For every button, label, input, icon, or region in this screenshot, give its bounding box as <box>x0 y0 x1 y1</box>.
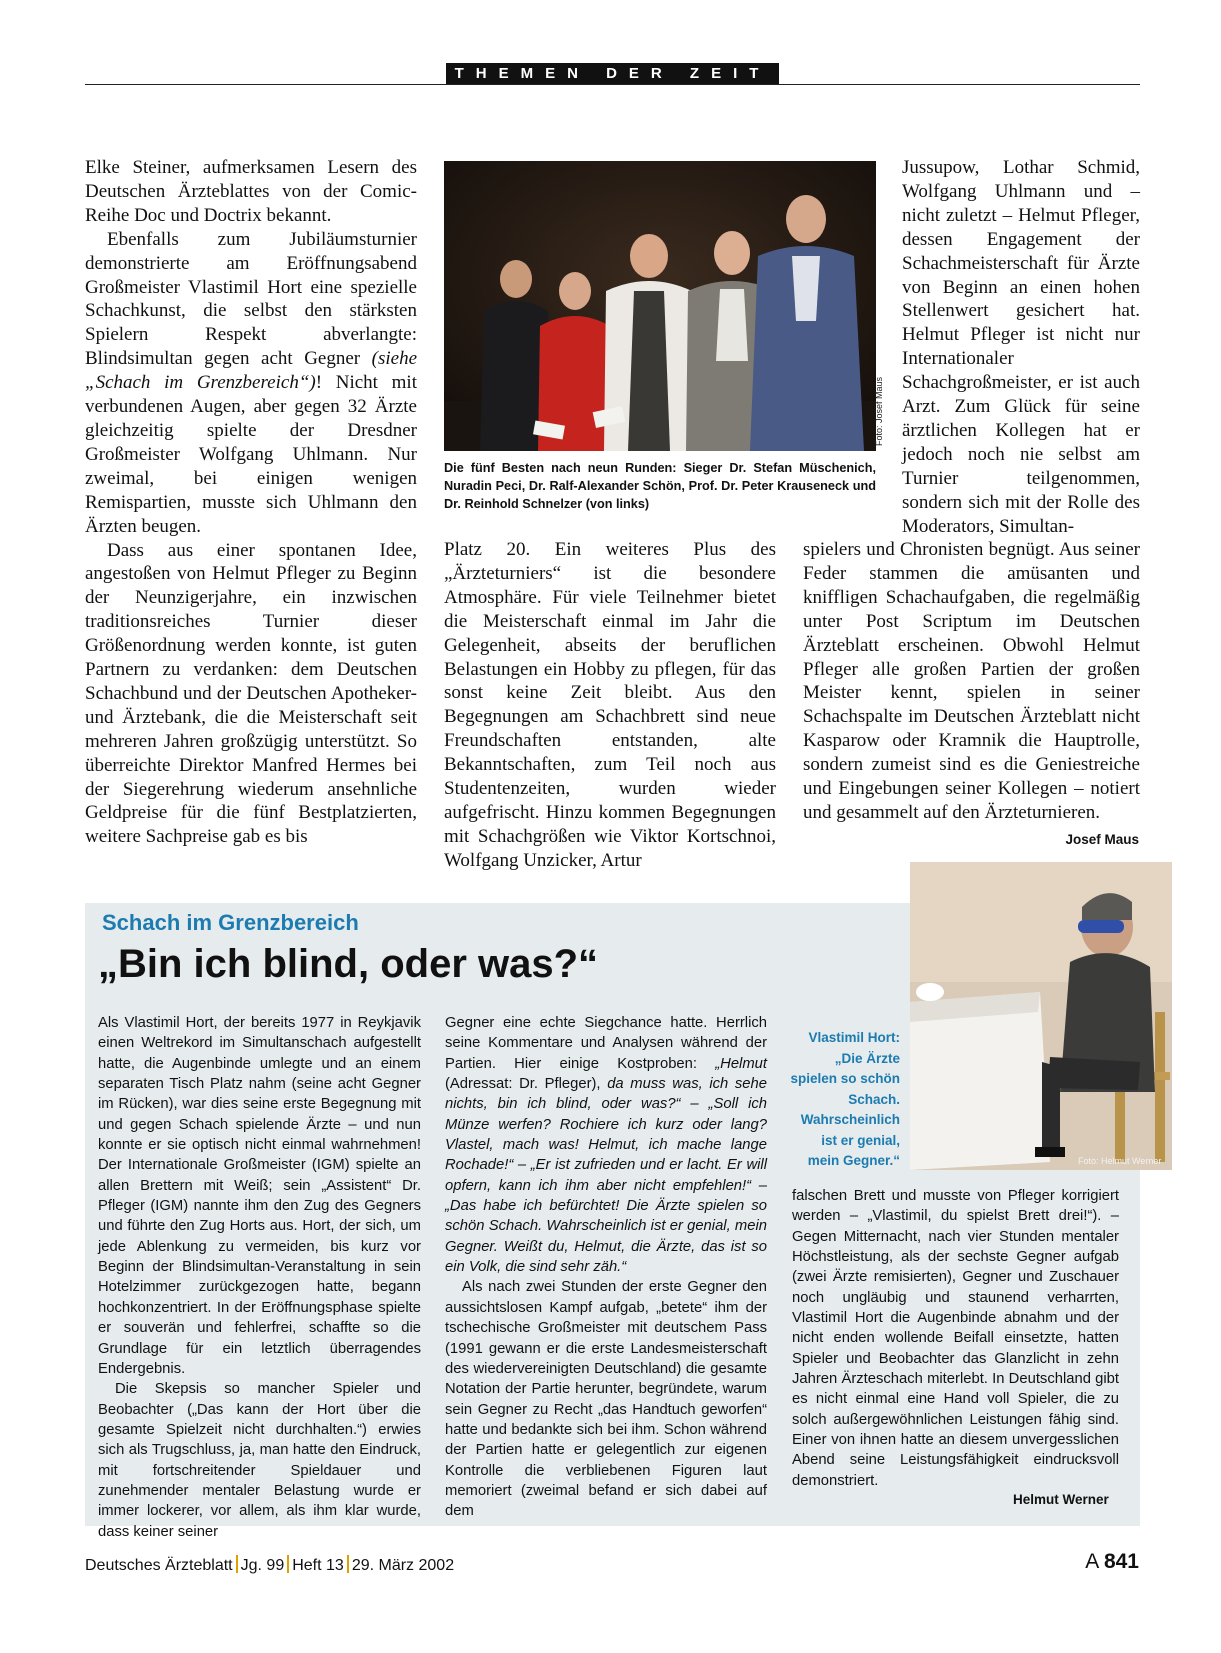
box-paragraph: Die Skepsis so mancher Spieler und Beobachter („Das kann der Hort über die gesamte Spielzeit nicht durchhalten.“) erwies sich als Trugschluss, ja, man hatte den Eindruck, mit fortschreitender Spieldauer und zunehmender mentaler Belastung wurde er immer lockerer, vor allem, als ihm klar wurde, dass keiner seiner <box>98 1381 421 1540</box>
box-column-2 <box>445 1013 767 1522</box>
box-kicker: Schach im Grenzbereich <box>102 910 359 935</box>
footer-date: 29. März 2002 <box>351 1557 455 1574</box>
section-label: THEMEN DER ZEIT <box>446 63 779 84</box>
box-paragraph: falschen Brett und musste von Pfleger korrigiert werden – „Vlastimil, du spielst Brett drei!“). – Gegen Mitternacht, nach vier Stunden mentaler Höchstleistung, als der sechste Gegner aufgab (zwei Ärzte remisierten), Gegner und Zuschauer noch ungläubig und staunend verharrten, Vlastimil Hort die Augenbinde abnahm und der nicht enden wollende Beifall einsetzte, hatten Spieler und Beobachter das Glanzlicht in zehn Jahren Ärzteschach miterlebt. In Deutschland gibt es nicht einmal eine Hand voll Spieler, die zu solch außergewöhnlichen Leistungen fähig sind. Einer von ihnen hatte an diesem unvergesslichen Abend seine Leistungsfähigkeit eindrucksvoll demonstriert. <box>792 1188 1119 1489</box>
footer <box>85 1555 454 1575</box>
article-author: Josef Maus <box>1065 832 1139 847</box>
page-number <box>1085 1550 1139 1574</box>
box-paragraph: Als nach zwei Stunden der erste Gegner den aussichtslosen Kampf aufgab, „betete“ ihm der tschechische Großmeister mit deutschem Pass (1991 gewann er die erste Landesmeisterschaft des wiedervereinigten Deutschland) die gesamte Notation der Partie herunter, begründete, warum sein Gegner zu Recht „das Handtuch geworfen“ hatte und bedankte sich bei ihm. Schon während der Partien hatte er gelegentlich zur eigenen Kontrolle die verbliebenen Figuren laut memoriert (zweimal befand er sich dabei auf dem <box>445 1279 767 1520</box>
article-column-1 <box>85 156 417 849</box>
footer-separator <box>347 1555 349 1573</box>
photo-credit-hort: Foto: Helmut Werner <box>1078 1156 1162 1166</box>
article-paragraph: spielers und Chronisten begnügt. Aus seiner Feder stammen die amüsanten und kniffligen Schachaufgaben, die regelmäßig unter Post Scriptum im Deutschen Ärzteblatt erscheinen. Obwohl Helmut Pfleger alle großen Partien der großen Meister kennt, spielen in seiner Schachspalte im Deutschen Ärzteblatt nicht Kasparow oder Kramnik die Hauptrolle, sondern zumeist sind es die Geniestreiche und Eingebungen seiner Kollegen – notiert und gesammelt auf den Ärzteturnieren. <box>803 539 1140 823</box>
photo-winners <box>444 161 876 451</box>
photo-caption-winners: Die fünf Besten nach neun Runden: Sieger Dr. Stefan Müschenich, Nuradin Peci, Dr. Ralf-Alexander Schön, Prof. Dr. Peter Krauseneck und Dr. Reinhold Schnelzer (von links) <box>444 461 876 512</box>
photo-winners-image <box>444 161 876 451</box>
box-author: Helmut Werner <box>1013 1492 1109 1507</box>
footer-journal: Deutsches Ärzteblatt <box>85 1557 233 1574</box>
footer-separator <box>236 1555 238 1573</box>
header-rule <box>85 84 1140 85</box>
article-paragraph: Jussupow, Lothar Schmid, Wolfgang Uhlmann und – nicht zuletzt – Helmut Pfleger, dessen Engagement der Schachmeisterschaft für Ärzte von Beginn an einen hohen Stellenwert gesichert hat. Helmut Pfleger ist nicht nur Internationaler Schachgroßmeister, er ist auch Arzt. Zum Glück für seine ärztlichen Kollegen hat er jedoch noch nie selbst am Turnier teilgenommen, sondern sich mit der Rolle des Moderators, Simultan- <box>902 157 1140 537</box>
footer-separator <box>287 1555 289 1573</box>
box-column-3 <box>792 1186 1119 1491</box>
article-paragraph: Platz 20. Ein weiteres Plus des „Ärzteturniers“ ist die besondere Atmosphäre. Für viele Teilnehmer bietet die Meisterschaft einmal im Jahr die Gelegenheit, abseits der beruflichen Belastungen ein Hobby zu pflegen, für das sonst keine Zeit bleibt. Aus den Begegnungen am Schachbrett sind neue Freundschaften entstanden, alte Bekanntschaften, zum Teil noch aus Studentenzeiten, wurden wieder aufgefrischt. Hinzu kommen Begegnungen mit Schachgrößen wie Viktor Kortschnoi, Wolfgang Unzicker, Artur <box>444 539 776 871</box>
article-paragraph: Elke Steiner, aufmerksamen Lesern des Deutschen Ärzteblattes von der Comic-Reihe Doc und Doctrix bekannt. <box>85 157 417 226</box>
photo-caption-hort: Vlastimil Hort: „Die Ärzte spielen so schön Schach. Wahrscheinlich ist er genial, mein Gegner.“ <box>790 1030 900 1168</box>
box-paragraph: Gegner eine echte Siegchance hatte. Herrlich seine Kommentare und Analysen während der Partien. Hier einige Kostproben: „Helmut (Adressat: Dr. Pfleger), da muss was, ich sehe nichts, bin ich blind, oder was?“ – „Soll ich Münze werfen? Rochiere ich kurz oder lang? Vlastel, mach was! Helmut, ich mache lange Rochade!“ – „Er ist zufrieden und er lacht. Er will opfern, kann ich ihm aber nicht empfehlen!“ – „Das habe ich befürchtet! Die Ärzte spielen so schön Schach. Wahrscheinlich ist er genial, mein Gegner. Weißt du, Helmut, die Ärzte, das ist so ein Volk, die sind sehr zäh.“ <box>445 1015 767 1276</box>
footer-volume: Jg. 99 <box>240 1557 285 1574</box>
article-paragraph: Ebenfalls zum Jubiläumsturnier demonstrierte am Eröffnungsabend Großmeister Vlastimil Hort eine spezielle Schachkunst, die selbst den stärksten Spielern Respekt abverlangte: Blindsimultan gegen acht Gegner (siehe „Schach im Grenzbereich“)! Nicht mit verbundenen Augen, aber gegen 32 Ärzte gleichzeitig spielte der Dresdner Großmeister Wolfgang Uhlmann. Nur zweimal, bei einigen wenigen Remispartien, musste sich Uhlmann den Ärzten beugen. <box>85 228 418 537</box>
box-paragraph: Als Vlastimil Hort, der bereits 1977 in Reykjavik einen Weltrekord im Simultanschach aufgestellt hatte, die Augenbinde umlegte und an einem separaten Tisch Platz nahm (seine acht Gegner im Rücken), war dies seine erste Begegnung mit und gegen Schach spielende Ärzte – und nun konnte er sie optisch nicht einmal wahrnehmen! Der Internationale Großmeister (IGM) spielte an allen Brettern mit Weiß; sein „Assistent“ Dr. Pfleger (IGM) nannte ihm den Zug des Gegners und führte den Zug Horts aus. Hort, der sich, um jede Ablenkung zu vermeiden, bis kurz vor Beginn der Blindsimultan-Veranstaltung in sein Hotelzimmer zurückgezogen hatte, begann hochkonzentriert. In der Eröffnungsphase spielte er souverän und fehlerfrei, schaffte so die Grundlage für ein letztlich überragendes Endergebnis. <box>98 1015 421 1377</box>
photo-credit-winners: Foto: Josef Maus <box>874 376 884 446</box>
photo-hort-image <box>910 862 1172 1170</box>
photo-hort <box>910 862 1172 1170</box>
footer-issue: Heft 13 <box>292 1557 344 1574</box>
page-number-value: 841 <box>1103 1550 1139 1573</box>
article-column-2 <box>444 538 776 873</box>
article-column-3-top <box>902 156 1140 539</box>
article-paragraph: Dass aus einer spontanen Idee, angestoßen von Helmut Pfleger zu Beginn der Neunzigerjahre, ein inzwischen traditionsreiches Turnier dieser Größenordnung werden konnte, ist guten Partnern zu verdanken: dem Deutschen Schachbund und der Deutschen Apotheker- und Ärztebank, die die Meisterschaft seit mehreren Jahren großzügig unterstützt. So überreichte Direktor Manfred Hermes bei der Siegerehrung wiederum ansehnliche Geldpreise für die fünf Bestplatzierten, weitere Sachpreise gab es bis <box>85 539 417 848</box>
box-headline: „Bin ich blind, oder was?“ <box>98 942 599 986</box>
article-column-3-bottom <box>803 538 1140 825</box>
box-column-1 <box>98 1013 421 1542</box>
page-prefix: A <box>1085 1550 1099 1573</box>
